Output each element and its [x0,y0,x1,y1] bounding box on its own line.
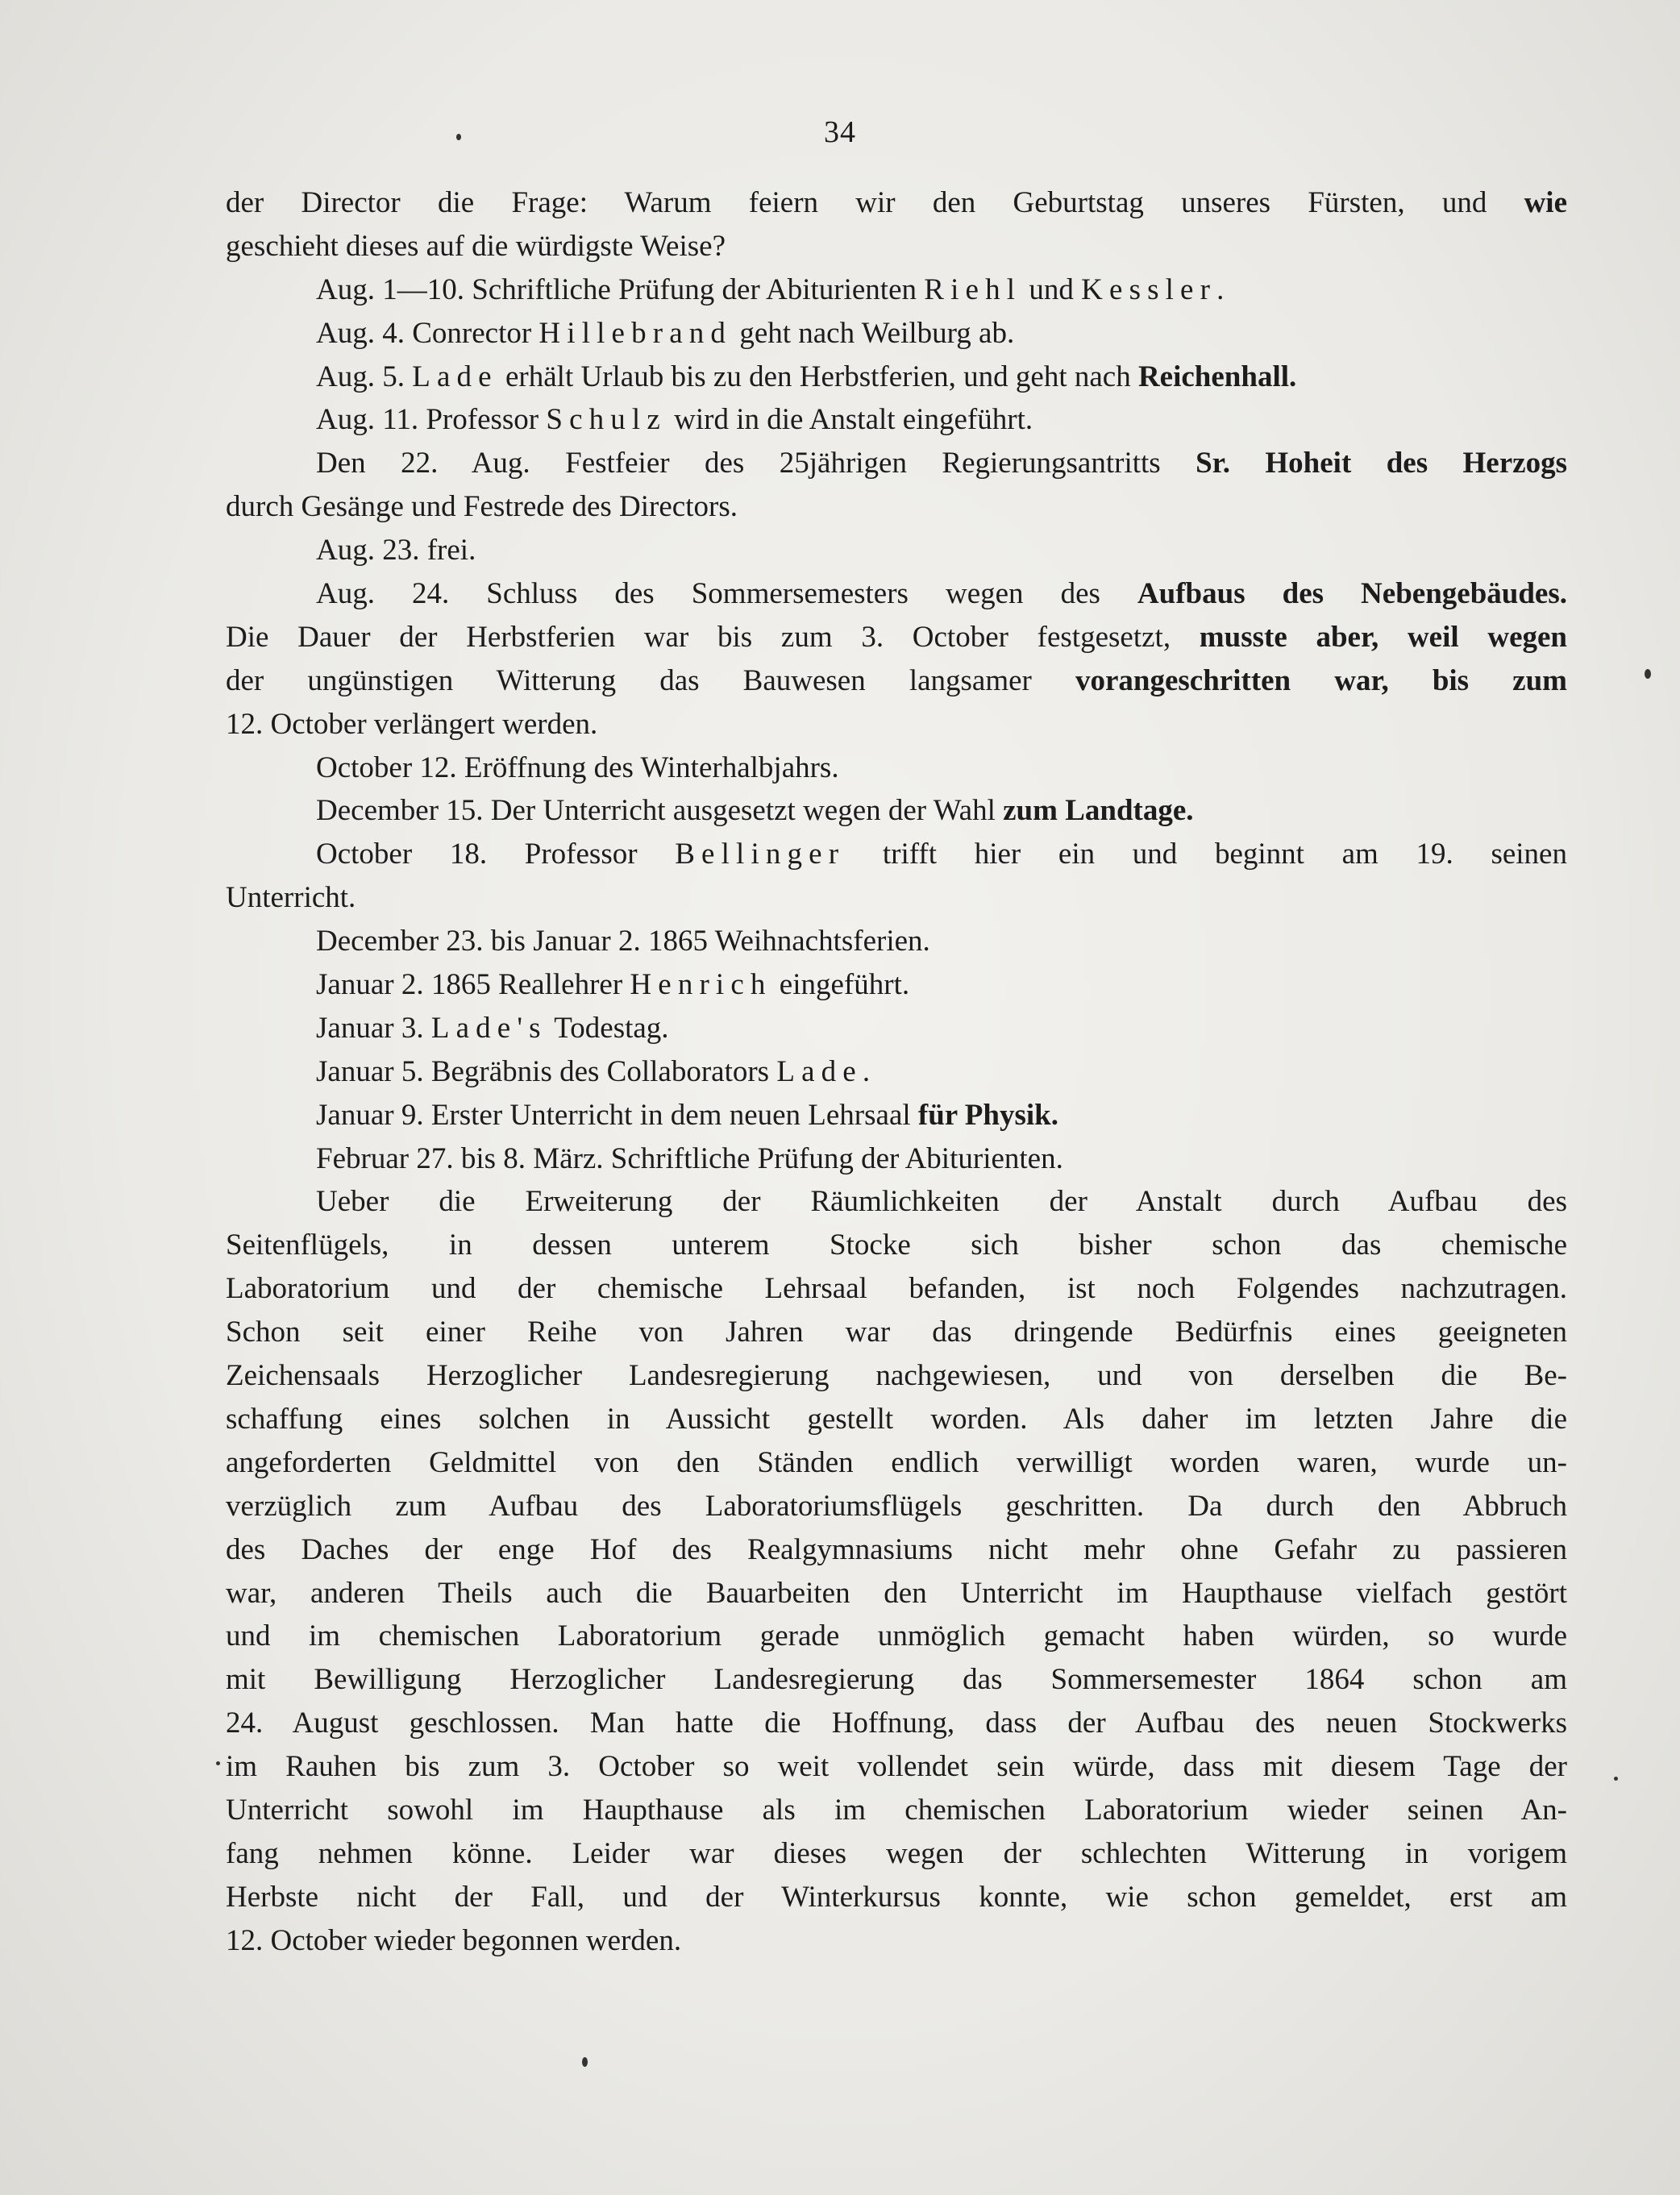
text-line [226,616,1567,659]
text-segment: der Director die Frage: Warum feiern wir den Geburtstag unseres Fürsten, und [226,186,1524,219]
spaced-name: Lade's [430,1011,547,1045]
text-line [226,746,1567,790]
text-segment: October 12. Eröffnung des Winterhalbjahrs. [316,750,839,784]
text-line [226,355,1567,399]
text-segment: Aug. 1—10. Schriftliche Prüfung der Abiturienten [316,272,925,306]
text-line [226,485,1567,529]
ink-speck [1614,1777,1618,1781]
text-segment: und im chemischen Laboratorium gerade unmöglich gemacht haben würden, so wurde [226,1619,1567,1653]
text-segment: des Daches der enge Hof des Realgymnasiums nicht mehr ohne Gefahr zu passieren [226,1532,1567,1566]
text-segment: Aug. 11. Professor [316,403,547,437]
text-line [226,1876,1567,1919]
text-segment: Seitenflügels, in dessen unterem Stocke sich bisher schon das chemische [226,1228,1567,1262]
text-line [226,833,1567,876]
text-segment: Aug. 24. Schluss des Sommersemesters wegen des [316,577,1137,611]
text-line [226,1094,1567,1137]
text-segment: Aug. 4. Conrector [316,316,539,350]
text-segment: Todestag. [547,1011,669,1045]
text-segment: schaffung eines solchen in Aussicht gestellt worden. Als daher im letzten Jahre die [226,1402,1567,1436]
text-segment: . [862,1054,871,1088]
text-segment: mit Bewilligung Herzoglicher Landesregierung das Sommersemester 1864 schon am [226,1663,1567,1697]
ink-speck [582,2057,588,2067]
text-line [226,1441,1567,1485]
text-segment: Ueber die Erweiterung der Räumlichkeiten der Anstalt durch Aufbau des [316,1185,1567,1219]
text-line [226,789,1567,833]
bold-text: wie [1524,186,1567,219]
text-segment: im Rauhen bis zum 3. October so weit vollendet sein würde, dass mit diesem Tage der [226,1750,1567,1784]
text-line [226,398,1567,442]
text-segment: fang nehmen könne. Leider war dieses wegen der schlechten Witterung in vorigem [226,1836,1567,1870]
bold-text: musste aber, weil wegen [1199,620,1567,654]
spaced-name: Riehl [924,272,1022,306]
bold-text: für Physik. [917,1098,1058,1132]
text-line [226,1919,1567,1963]
ink-speck [456,134,461,140]
text-line [226,1658,1567,1702]
ink-speck [216,1761,220,1765]
spaced-name: Kessler [1081,272,1217,306]
text-segment: Januar 3. [316,1011,431,1045]
text-line [226,963,1567,1007]
page-number: 34 [824,115,856,149]
text-line [226,1224,1567,1267]
text-line [226,1007,1567,1050]
text-line [226,529,1567,572]
text-segment: Januar 9. Erster Unterricht in dem neuen Lehrsaal [316,1098,918,1132]
text-segment: Die Dauer der Herbstferien war bis zum 3. October festgesetzt, [226,620,1200,654]
text-line [226,225,1567,268]
text-segment: December 23. bis Januar 2. 1865 Weihnachtsferien. [316,925,930,958]
text-segment: Schon seit einer Reihe von Jahren war das dringende Bedürfnis eines geeigneten [226,1316,1567,1349]
text-line [226,659,1567,703]
ink-speck [1645,669,1651,679]
text-segment: eingeführt. [771,968,910,1002]
text-line [226,1354,1567,1398]
text-segment: Herbste nicht der Fall, und der Winterkursus konnte, wie schon gemeldet, erst am [226,1880,1567,1914]
text-segment: . [1216,272,1225,306]
text-line [226,1702,1567,1745]
text-segment: Unterricht. [226,881,356,915]
text-segment: 12. October verlängert werden. [226,707,598,741]
text-line [226,1311,1567,1354]
text-segment: angeforderten Geldmittel von den Ständen endlich verwilligt worden waren, wurde un- [226,1445,1567,1479]
text-line [226,312,1567,355]
text-segment: verzüglich zum Aufbau des Laboratoriumsflügels geschritten. Da durch den Abbruch [226,1489,1567,1523]
text-line [226,1615,1567,1658]
spaced-name: Henrich [630,968,772,1002]
text-segment: Den 22. Aug. Festfeier des 25jährigen Regierungsantritts [316,447,1196,480]
text-segment: 12. October wieder begonnen werden. [226,1923,682,1957]
bold-text: vorangeschritten war, bis zum [1075,663,1567,697]
bold-text: Aufbaus des Nebengebäudes. [1137,577,1567,611]
text-line [226,1789,1567,1832]
text-line [226,1572,1567,1615]
text-segment: October 18. Professor [316,838,676,871]
text-line [226,703,1567,746]
text-line [226,572,1567,616]
text-line [226,1267,1567,1311]
spaced-name: Hillebrand [539,316,733,350]
text-segment: Aug. 23. frei. [316,534,476,567]
text-segment: Laboratorium und der chemische Lehrsaal befanden, ist noch Folgendes nachzutragen. [226,1272,1567,1306]
text-line [226,1137,1567,1181]
text-line [226,1832,1567,1876]
text-segment: wird in die Anstalt eingeführt. [666,403,1033,437]
body-text [226,181,1567,1963]
text-segment: durch Gesänge und Festrede des Directors. [226,490,738,524]
text-segment: Februar 27. bis 8. März. Schriftliche Prüfung der Abiturienten. [316,1141,1063,1175]
bold-text: Sr. Hoheit des Herzogs [1196,447,1567,480]
text-segment: Aug. 5. [316,360,413,393]
text-line [226,1745,1567,1789]
text-line [226,920,1567,963]
text-line [226,181,1567,225]
text-segment: 24. August geschlossen. Man hatte die Hoffnung, dass der Aufbau des neuen Stockwerks [226,1707,1567,1740]
text-segment: Zeichensaals Herzoglicher Landesregierung nachgewiesen, und von derselben die Be- [226,1359,1567,1393]
text-segment: December 15. Der Unterricht ausgesetzt wegen der Wahl [316,794,1004,828]
text-line [226,876,1567,920]
spaced-name: Lade [412,360,498,393]
text-segment: Januar 2. 1865 Reallehrer [316,968,630,1002]
text-segment: war, anderen Theils auch die Bauarbeiten den Unterricht im Haupthause vielfach gestört [226,1576,1567,1610]
text-segment: und [1021,272,1082,306]
text-segment: trifft hier ein und beginnt am 19. seinen [845,838,1567,871]
text-segment: geht nach Weilburg ab. [732,316,1015,350]
text-line [226,442,1567,485]
text-segment: Januar 5. Begräbnis des Collaborators [316,1054,777,1088]
text-segment: der ungünstigen Witterung das Bauwesen langsamer [226,663,1075,697]
text-line [226,268,1567,312]
text-line [226,1528,1567,1572]
spaced-name: Schulz [546,403,667,437]
text-segment: geschieht dieses auf die würdigste Weise? [226,229,726,263]
text-line [226,1485,1567,1528]
text-line [226,1398,1567,1441]
text-line [226,1050,1567,1094]
spaced-name: Lade [776,1054,863,1088]
spaced-name: Bellinger [675,838,846,871]
text-line [226,1180,1567,1224]
bold-text: zum Landtage. [1003,794,1194,828]
bold-text: Reichenhall. [1137,360,1297,393]
text-segment: erhält Urlaub bis zu den Herbstferien, und geht nach [497,360,1138,393]
text-segment: Unterricht sowohl im Haupthause als im chemischen Laboratorium wieder seinen An- [226,1793,1567,1827]
